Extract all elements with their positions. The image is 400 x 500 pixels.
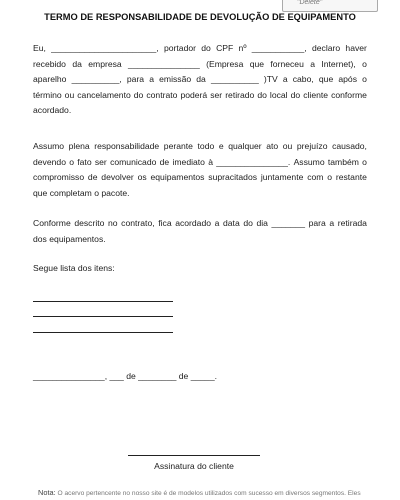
word: forneceu: [270, 58, 304, 69]
signature-label: Assinatura do cliente: [154, 461, 234, 471]
place-date-line: _______________, ___ de ________ de _____.: [33, 371, 217, 381]
word: contrato,: [121, 218, 155, 228]
word: completam: [49, 187, 92, 198]
word: __________,: [71, 74, 122, 85]
word: cliente: [303, 89, 329, 100]
word: fato: [77, 156, 92, 167]
paragraph-line: [33, 186, 367, 202]
word: Assumo: [33, 141, 65, 151]
paragraph-line: [33, 139, 367, 155]
word: com: [307, 172, 324, 183]
word: do: [243, 218, 253, 228]
word: devolver: [101, 172, 134, 183]
signature-line: [128, 455, 260, 456]
word: devendo: [33, 156, 66, 167]
word: perante: [163, 141, 193, 151]
word: )TV: [263, 74, 278, 85]
word: compromisso: [33, 172, 85, 183]
note-text: O acervo pertencente no nosso site é de modelos utilizados com sucesso em diversos segmentos. Eles: [57, 490, 361, 497]
word: juntamente: [260, 172, 304, 183]
word: de: [87, 172, 98, 183]
word: __________: [210, 74, 259, 85]
word: equipamentos.: [49, 233, 106, 244]
word: emissão: [159, 74, 192, 85]
word: que: [318, 74, 334, 85]
word: plena: [68, 141, 90, 151]
word: de: [159, 156, 170, 167]
paragraph-line: [33, 41, 367, 57]
word: da: [196, 74, 206, 85]
word: que: [249, 58, 265, 69]
word: ou: [282, 141, 293, 151]
word: também: [327, 156, 359, 167]
word: ser: [94, 156, 107, 167]
word: o: [362, 156, 367, 167]
word: fica: [158, 218, 172, 228]
word: ser: [210, 89, 223, 100]
word: pacote.: [101, 187, 130, 198]
word: os: [137, 172, 147, 183]
word: dos: [33, 233, 47, 244]
word: contrato: [146, 89, 178, 100]
word: restante: [335, 172, 367, 183]
word: causado,: [332, 141, 367, 151]
items-list-label: Segue lista dos itens:: [33, 263, 115, 273]
paragraph-declaration: [33, 41, 367, 119]
word: do: [290, 89, 301, 100]
word: do: [257, 89, 267, 100]
word: comunicado: [110, 156, 157, 167]
word: o: [362, 58, 367, 69]
word: supracitados: [208, 172, 258, 183]
word: _______________: [128, 58, 200, 69]
paragraph-responsibility: [33, 139, 367, 201]
word: o: [69, 156, 75, 167]
footer-note: [38, 488, 361, 497]
word: declaro: [311, 43, 341, 53]
word: Internet),: [321, 58, 356, 69]
word: para: [126, 74, 145, 85]
paragraph-line: [33, 72, 367, 88]
delete-tooltip: [282, 0, 378, 12]
word: imediato: [172, 156, 205, 167]
word: a: [329, 218, 335, 228]
word: do: [133, 89, 144, 100]
word: portador: [163, 43, 196, 53]
word: que: [33, 187, 48, 198]
note-label: Nota:: [38, 488, 56, 497]
word: a: [214, 218, 220, 228]
word: responsabilidade: [94, 141, 160, 151]
word: todo: [197, 141, 215, 151]
word: do: [201, 43, 211, 53]
word: da: [72, 58, 82, 69]
word: haver: [345, 43, 367, 53]
word: ou: [64, 89, 75, 100]
word: local: [269, 89, 288, 100]
item-line-1: [33, 301, 173, 302]
word: e: [218, 141, 224, 151]
word: aparelho: [33, 74, 67, 85]
word: o: [362, 74, 367, 85]
paragraph-line: [33, 216, 367, 232]
word: ______________________,: [51, 43, 159, 53]
word: retirada: [337, 218, 367, 228]
item-line-3: [33, 332, 173, 333]
word: cabo,: [292, 74, 314, 85]
word: _______________.: [216, 156, 291, 167]
word: recebido: [33, 58, 66, 69]
word: a: [310, 58, 316, 69]
item-line-2: [33, 316, 173, 317]
word: acordado.: [33, 105, 72, 116]
paragraph-line: [33, 57, 367, 73]
paragraph-line: [33, 155, 367, 171]
paragraph-return-date: [33, 216, 367, 247]
word: a: [282, 74, 288, 85]
word: término: [33, 89, 62, 100]
word: descrito: [74, 218, 105, 228]
paragraph-line: [33, 232, 367, 248]
word: ato: [266, 141, 279, 151]
word: retirado: [225, 89, 255, 100]
word: para: [308, 218, 326, 228]
word: _______: [271, 218, 306, 228]
word: o: [94, 187, 99, 198]
word: a: [149, 74, 154, 85]
word: empresa: [88, 58, 122, 69]
word: (Empresa: [206, 58, 244, 69]
word: dia: [256, 218, 268, 228]
word: qualquer: [228, 141, 262, 151]
word: após: [338, 74, 357, 85]
delete-tooltip-text: "Delete": [297, 0, 323, 6]
document-title: TERMO DE RESPONSABILIDADE DE DEVOLUÇÃO DE EQUIPAMENTO: [44, 12, 356, 22]
word: o: [327, 172, 333, 183]
word: Eu,: [33, 43, 46, 53]
paragraph-line: [33, 103, 367, 119]
word: Assumo: [293, 156, 325, 167]
word: Conforme: [33, 218, 71, 228]
word: no: [108, 218, 118, 228]
word: prejuízo: [296, 141, 328, 151]
word: acordado: [175, 218, 212, 228]
word: poderá: [180, 89, 208, 100]
word: conforme: [331, 89, 367, 100]
word: CPF: [216, 43, 234, 53]
word: cancelamento: [77, 89, 131, 100]
word: data: [223, 218, 240, 228]
word: equipamentos: [150, 172, 205, 183]
paragraph-line: [33, 88, 367, 104]
word: ___________,: [251, 43, 307, 53]
word: à: [208, 156, 213, 167]
paragraph-line: [33, 170, 367, 186]
word: nº: [238, 43, 247, 53]
